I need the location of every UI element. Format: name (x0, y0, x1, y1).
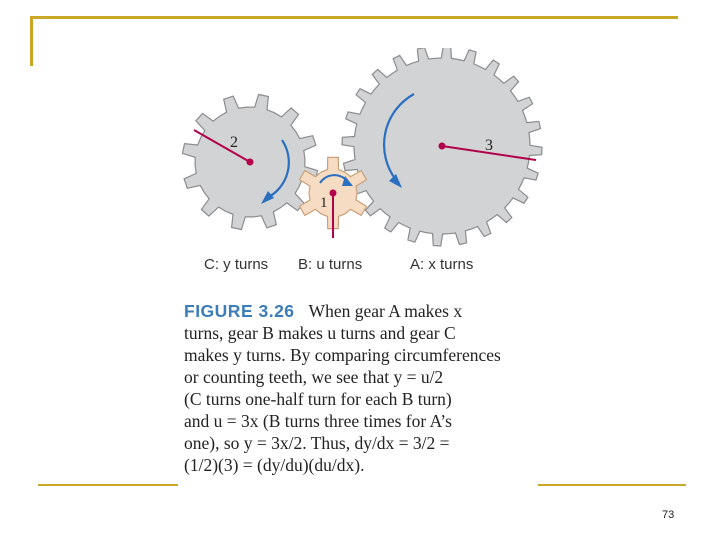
caption-line (184, 300, 544, 322)
gear-b-center-dot (330, 190, 337, 197)
caption-line: or counting teeth, we see that y = u/2 (184, 367, 444, 387)
caption-line: and u = 3x (B turns three times for A’s (184, 411, 452, 431)
gear-c-label: C: y turns (204, 256, 269, 273)
caption-line: turns, gear B makes u turns and gear C (184, 323, 456, 343)
figure-caption (184, 300, 544, 476)
frame-left-line (30, 16, 33, 66)
caption-line: one), so y = 3x/2. Thus, dy/dx = 3/2 = (184, 433, 450, 453)
gear-c-number: 2 (230, 134, 238, 151)
caption-line: (C turns one-half turn for each B turn) (184, 389, 452, 409)
caption-line: makes y turns. By comparing circumferences (184, 345, 501, 365)
frame-bottom-left-line (38, 484, 178, 486)
gear-a-number: 3 (485, 137, 493, 154)
gear-c-center-dot (247, 159, 254, 166)
figure-heading: FIGURE 3.26 (184, 301, 295, 321)
gear-b-number: 1 (320, 195, 328, 211)
frame-bottom-right-line (538, 484, 686, 486)
gear-a-label: A: x turns (410, 256, 474, 273)
gear-a-center-dot (439, 143, 446, 150)
frame-top-line (30, 16, 678, 19)
caption-line: (1/2)(3) = (dy/du)(du/dx). (184, 455, 365, 475)
gear-b-label: B: u turns (298, 256, 363, 273)
page-number: 73 (662, 509, 675, 521)
gears-illustration (170, 48, 550, 258)
caption-text: When gear A makes x (308, 301, 463, 321)
